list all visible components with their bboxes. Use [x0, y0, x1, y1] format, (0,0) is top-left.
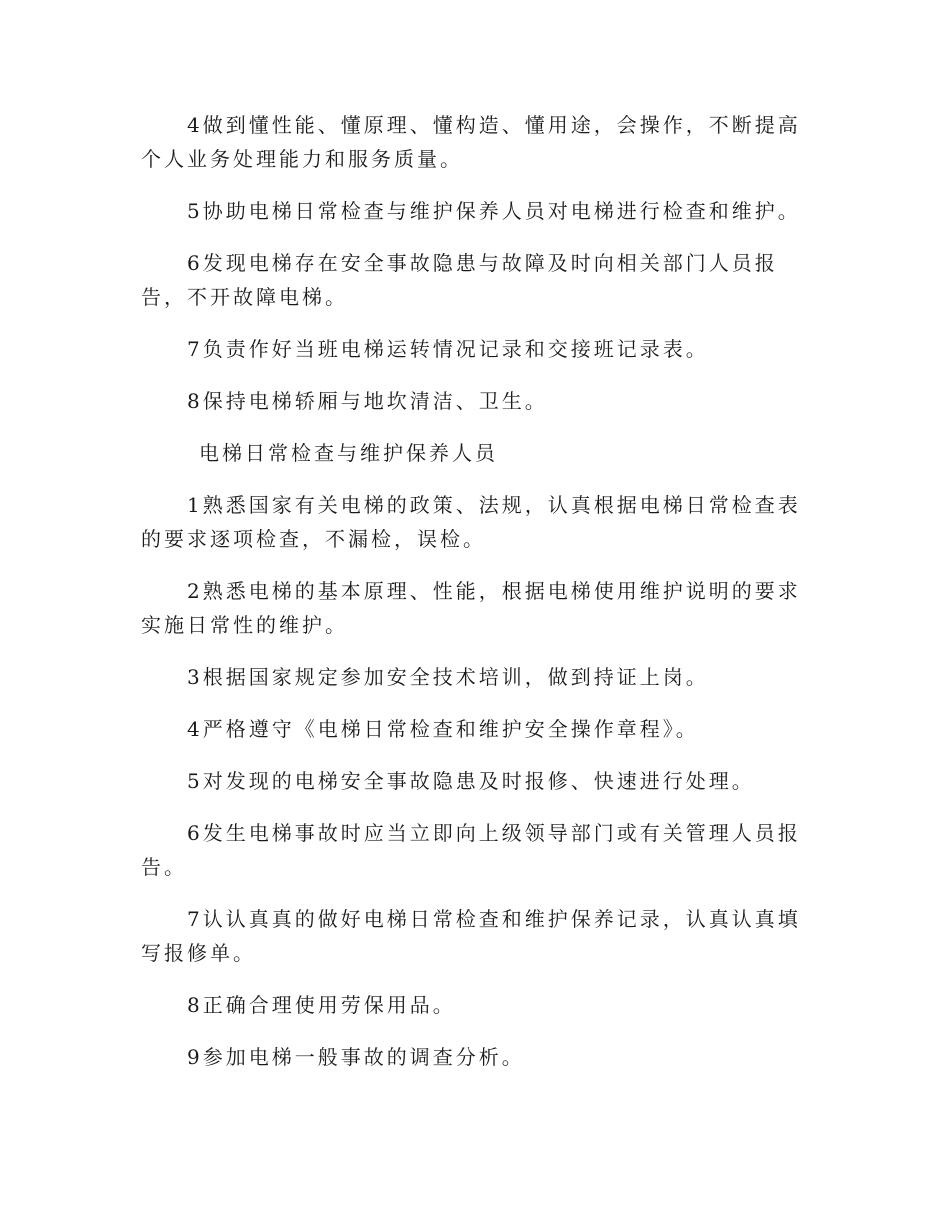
paragraph-item: 1熟悉国家有关电梯的政策、法规，认真根据电梯日常检查表的要求逐项检查，不漏检，误检。: [141, 493, 801, 551]
paragraph-item: 5协助电梯日常检查与维护保养人员对电梯进行检查和维护。: [187, 199, 801, 223]
paragraph-item: 8保持电梯轿厢与地坎清洁、卫生。: [187, 389, 548, 413]
paragraph-item: 2熟悉电梯的基本原理、性能，根据电梯使用维护说明的要求实施日常性的维护。: [141, 579, 801, 637]
paragraph-item: 3根据国家规定参加安全技术培训，做到持证上岗。: [187, 665, 709, 689]
paragraph-item: 8正确合理使用劳保用品。: [187, 993, 456, 1017]
paragraph-item: 6发生电梯事故时应当立即向上级领导部门或有关管理人员报告。: [141, 821, 801, 879]
paragraph-item: 6发现电梯存在安全事故隐患与故障及时向相关部门人员报告，不开故障电梯。: [141, 251, 778, 309]
paragraph-item: 9参加电梯一般事故的调查分析。: [187, 1045, 525, 1069]
paragraph-item: 4做到懂性能、懂原理、懂构造、懂用途，会操作，不断提高个人业务处理能力和服务质量。: [141, 113, 801, 171]
paragraph-item: 7认认真真的做好电梯日常检查和维护保养记录，认真认真填写报修单。: [141, 907, 801, 965]
paragraph-item: 5对发现的电梯安全事故隐患及时报修、快速进行处理。: [187, 769, 755, 793]
document-body: [141, 108, 811, 1092]
paragraph-item: 7负责作好当班电梯运转情况记录和交接班记录表。: [187, 337, 709, 361]
section-heading: 电梯日常检查与维护保养人员: [199, 441, 498, 465]
paragraph-item: 4严格遵守《电梯日常检查和维护安全操作章程》。: [187, 717, 699, 741]
